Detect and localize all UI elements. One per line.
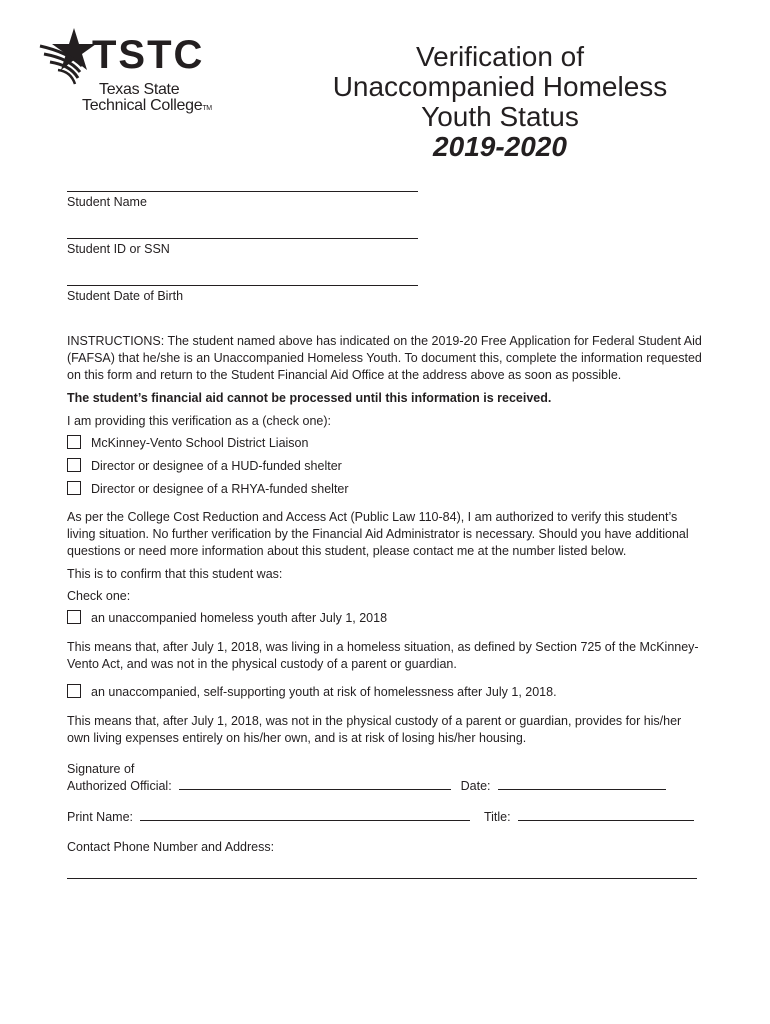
option-label: Director or designee of a HUD-funded shelter <box>91 459 342 473</box>
student-dob-line[interactable] <box>67 285 418 286</box>
contact-label: Contact Phone Number and Address: <box>67 840 275 854</box>
student-name-field[interactable] <box>67 191 418 209</box>
student-id-field[interactable] <box>67 238 418 256</box>
option-hud-shelter[interactable] <box>67 458 342 474</box>
option-rhya-shelter[interactable] <box>67 481 349 497</box>
signature-label: Authorized Official: <box>67 779 172 793</box>
tstc-logo <box>38 26 238 122</box>
status1-description: This means that, after July 1, 2018, was living in a homeless situation, as defined by Section 725 of the McKinney-Vento Act, and was not in the physical custody of a parent or guardian. <box>67 640 699 671</box>
status-label: an unaccompanied homeless youth after July 1, 2018 <box>91 611 388 625</box>
instructions-text: INSTRUCTIONS: The student named above has indicated on the 2019-20 Free Application for Federal Student Aid (FAFSA) that he/she is an Unaccompanied Homeless Youth. To document this, complete the information requested on this form and return to the Student Financial Aid Office at the address above as soon as possible. <box>67 334 702 382</box>
student-dob-field[interactable] <box>67 285 418 303</box>
checkbox[interactable] <box>67 458 81 472</box>
signature-row <box>67 777 666 794</box>
title-line2: Unaccompanied Homeless <box>332 71 668 102</box>
providing-text: I am providing this verification as a (check one): <box>67 414 332 428</box>
warning-text: The student’s financial aid cannot be processed until this information is received. <box>67 391 552 405</box>
trademark-mark: TM <box>202 105 212 112</box>
signature-line[interactable] <box>179 777 451 790</box>
status-label: an unaccompanied, self-supporting youth at risk of homelessness after July 1, 2018. <box>91 685 557 699</box>
logo-subtitle-line2: Technical CollegeTM <box>82 97 212 114</box>
checkbox[interactable] <box>67 684 81 698</box>
star-swoosh-icon <box>38 26 238 86</box>
title-label: Title: <box>483 810 511 824</box>
logo-wordmark: TSTC <box>92 33 205 77</box>
student-name-label: Student Name <box>67 195 147 209</box>
confirm-text: This is to confirm that this student was: <box>67 567 283 581</box>
form-title <box>300 42 700 162</box>
option-label: McKinney-Vento School District Liaison <box>91 436 309 450</box>
checkbox[interactable] <box>67 610 81 624</box>
status2-description: This means that, after July 1, 2018, was not in the physical custody of a parent or guardian, provides for his/her own living expenses entirely on his/her own, and is at risk of losing his/her housing. <box>67 714 682 745</box>
title-line1: Verification of <box>415 41 585 72</box>
status-homeless-youth[interactable] <box>67 610 387 626</box>
checkbox[interactable] <box>67 435 81 449</box>
student-id-line[interactable] <box>67 238 418 239</box>
student-id-label: Student ID or SSN <box>67 242 170 256</box>
title-line[interactable] <box>518 808 694 821</box>
check-one-text: Check one: <box>67 589 131 603</box>
student-dob-label: Student Date of Birth <box>67 289 184 303</box>
contact-line[interactable] <box>67 878 697 879</box>
authority-text: As per the College Cost Reduction and Access Act (Public Law 110-84), I am authorized to verify this student’s living situation. No further verification by the Financial Aid Administrator is necessary. Should you have additional questions or need more information about this student, please contact me at the number listed below. <box>67 510 689 558</box>
option-liaison[interactable] <box>67 435 308 451</box>
student-name-line[interactable] <box>67 191 418 192</box>
date-label: Date: <box>460 779 491 793</box>
print-name-line[interactable] <box>140 808 470 821</box>
logo-subtitle-line1: Texas State <box>99 81 180 98</box>
print-name-row <box>67 808 694 825</box>
title-year: 2019-2020 <box>433 131 567 162</box>
title-line3: Youth Status <box>421 101 579 132</box>
status-at-risk-youth[interactable] <box>67 684 557 700</box>
print-name-label: Print Name: <box>67 810 133 824</box>
option-label: Director or designee of a RHYA-funded shelter <box>91 482 349 496</box>
date-line[interactable] <box>498 777 666 790</box>
checkbox[interactable] <box>67 481 81 495</box>
signature-label-line1: Signature of <box>67 762 135 776</box>
